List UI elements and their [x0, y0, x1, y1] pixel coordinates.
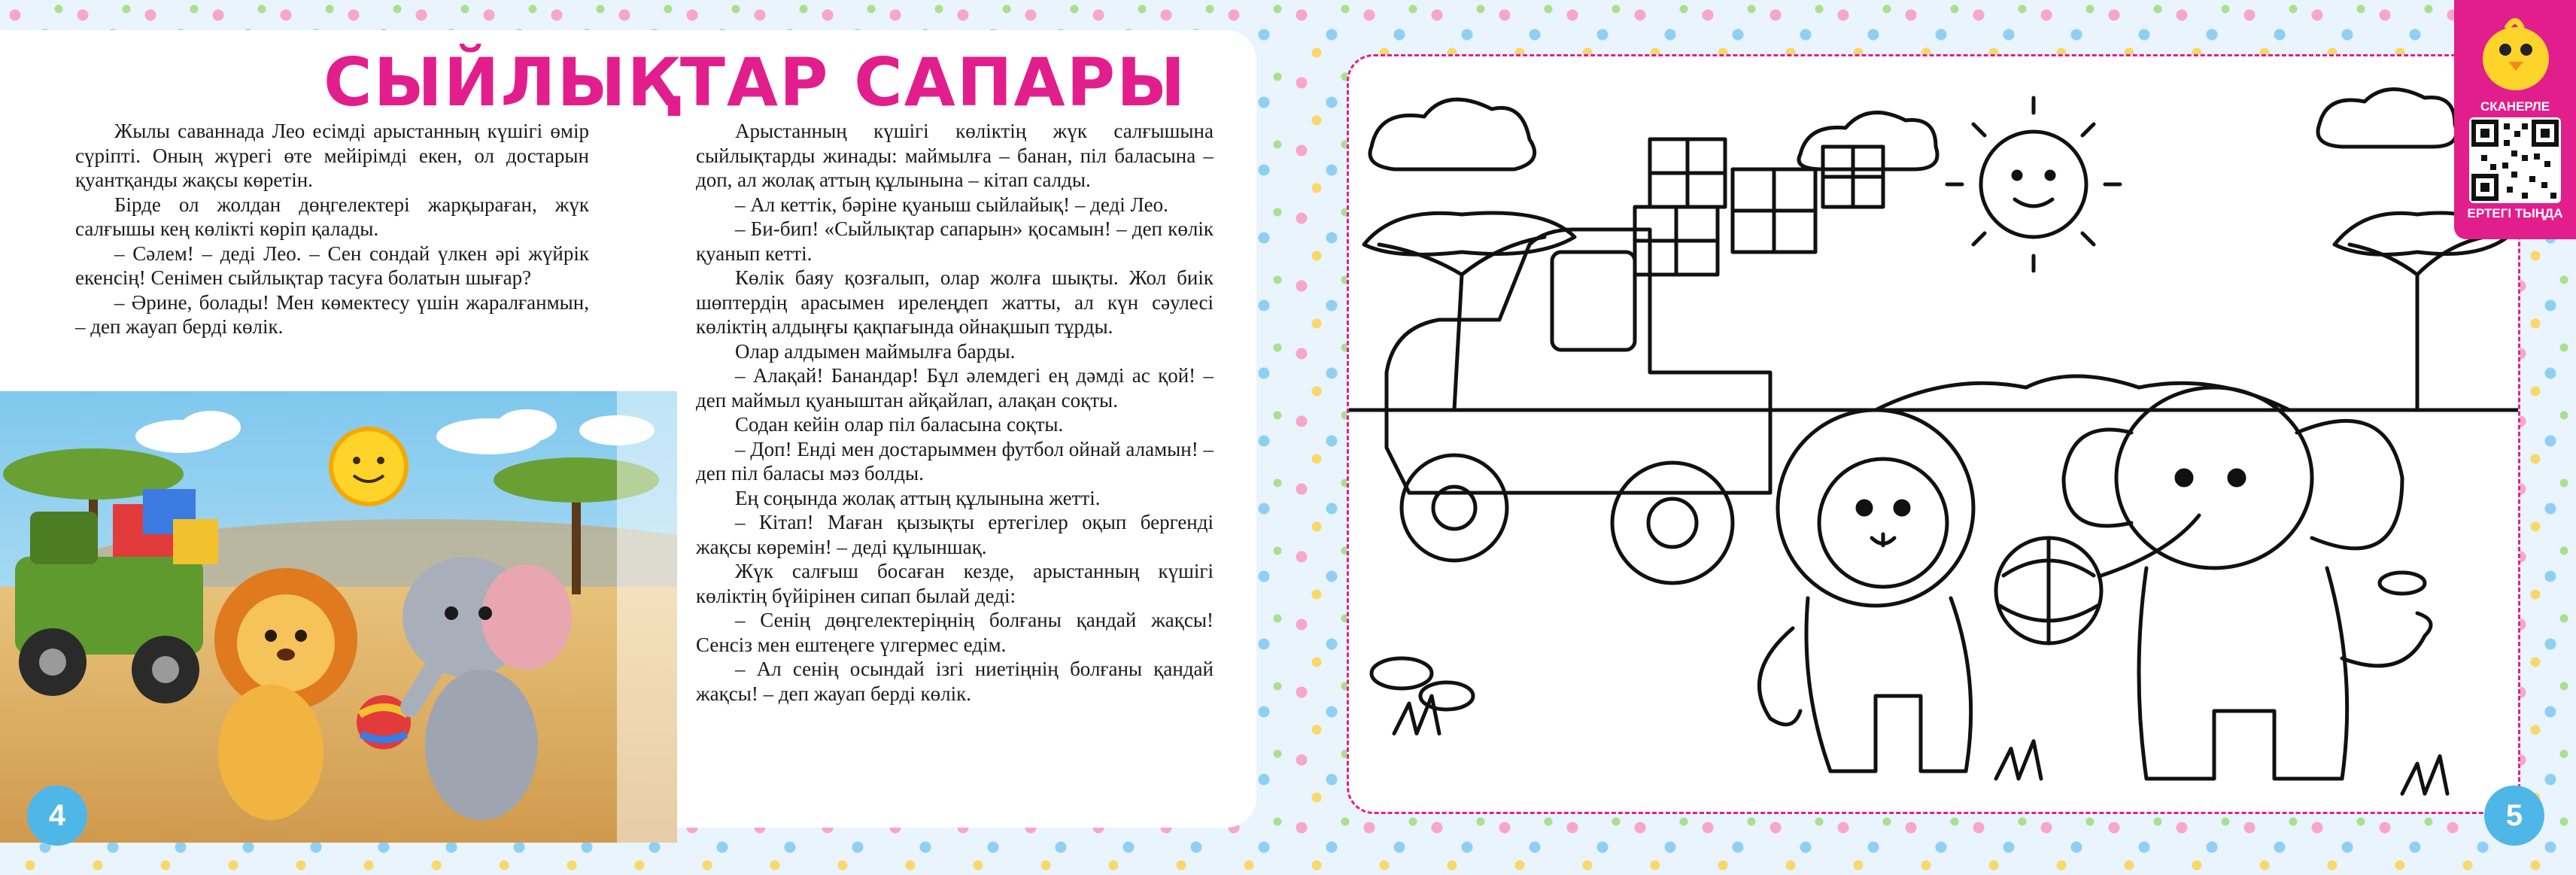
paragraph: – Сенің дөңгелектеріңнің болғаны қандай жақсы! Сенсіз мен ештеңеге үлгермес едім. — [696, 609, 1214, 656]
paragraph: – Кітап! Маған қызықты ертегілер оқып бергенді жақсы көремін! – деді құлыншақ. — [696, 511, 1214, 558]
page-number-left: 4 — [27, 785, 87, 846]
paragraph: – Әрине, болады! Мен көмектесу үшін жаралғанмын, – деп жауап берді көлік. — [75, 290, 589, 338]
qr-code-icon[interactable] — [2469, 117, 2561, 203]
colored-illustration — [0, 391, 677, 843]
paragraph: Жүк салғыш босаған кезде, арыстанның күшігі көліктің бүйірінен сипап былай деді: — [696, 560, 1214, 607]
paragraph: Арыстанның күшігі көліктің жүк салғышына сыйлықтарды жинады: маймылға – банан, піл баласына – доп, ал жолақ аттың құлынына – кітап салды. — [696, 120, 1214, 191]
paragraph: Олар алдымен маймылға барды. — [735, 339, 1016, 363]
chick-icon — [2469, 6, 2561, 96]
listen-label: ЕРТЕГІ ТЫҢДА — [2467, 206, 2563, 220]
story-column-right — [696, 119, 1214, 706]
paragraph: Ең соңында жолақ аттың құлынына жетті. — [735, 486, 1101, 509]
paragraph: Содан кейін олар піл баласына соқты. — [735, 413, 1064, 436]
paragraph: – Сәлем! – деді Лео. – Сен сондай үлкен әрі жүйрік екенсің! Сенімен сыйлықтар тасуға болатын шығар? — [75, 242, 589, 289]
paragraph: – Би-бип! «Сыйлықтар сапарын» қосамын! – деп көлік қуанып кетті. — [696, 217, 1214, 265]
paragraph: Бірде ол жолдан дөңгелектері жарқыраған, жүк салғышы кең көлікті көріп қалады. — [75, 193, 589, 240]
page-number-right: 5 — [2484, 785, 2544, 846]
page-title: СЫЙЛЫҚТАР САПАРЫ — [324, 44, 1187, 121]
paragraph: – Алақай! Банандар! Бұл әлемдегі ең дәмді ас қой! – деп маймыл қуаныштан айқайлап, алақан соқты. — [696, 364, 1214, 412]
paragraph: Көлік баяу қозғалып, олар жолға шықты. Жол биік шөптердің арасымен ирелеңдеп жатты, ал күн сәулесі көліктің алдыңғы қақпағында ойнақшып тұрды. — [696, 266, 1214, 338]
scan-label: СКАНЕРЛЕ — [2480, 99, 2550, 114]
paragraph: – Ал кеттік, бәріне қуаныш сыйлайық! – деді Лео. — [735, 193, 1168, 216]
paragraph: Жылы саваннада Лео есімді арыстанның күшігі өмір сүріпті. Оның жүрегі өте мейірімді екен, ол достарын қуантқанды жақсы көретін. — [75, 120, 589, 191]
qr-scan-badge[interactable] — [2454, 0, 2576, 239]
coloring-page-frame — [1347, 54, 2520, 814]
paragraph: – Ал сенің осындай ізгі ниетіңнің болғаны қандай жақсы! – деп жауап берді көлік. — [696, 658, 1214, 705]
coloring-illustration — [1349, 56, 2518, 812]
paragraph: – Доп! Енді мен достарыммен футбол ойнай аламын! – деп піл баласы мәз болды. — [696, 437, 1214, 485]
story-column-left — [75, 119, 589, 339]
